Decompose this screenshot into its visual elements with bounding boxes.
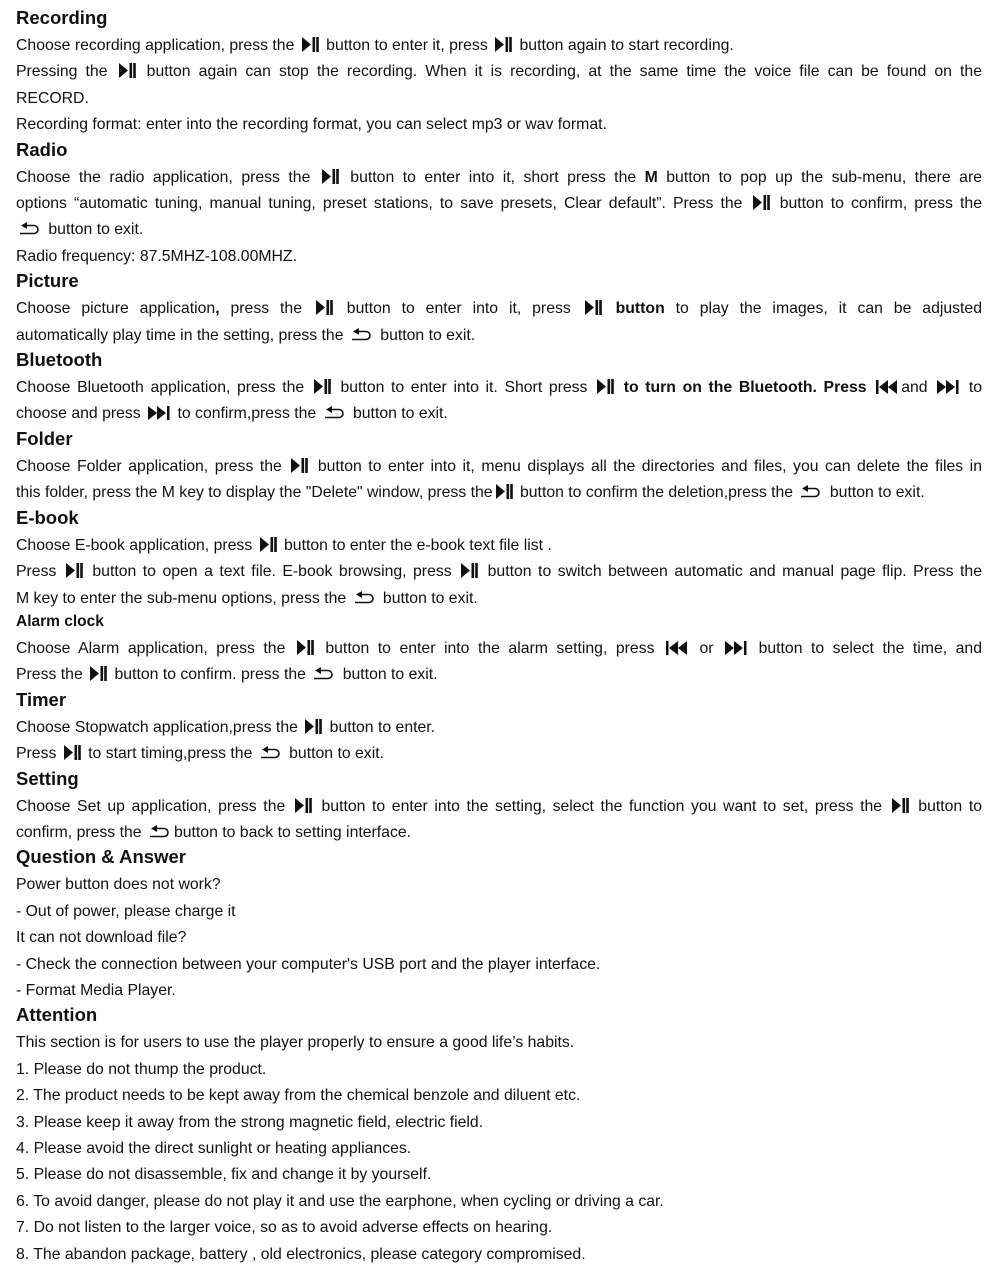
text-run: 8. The abandon package, battery , old electronics, please category compromised. — [16, 1245, 586, 1263]
text-run: button to exit. — [375, 326, 476, 344]
text-run: button to enter into the alarm setting, press — [316, 639, 663, 657]
text-line — [16, 741, 982, 767]
text-line — [16, 533, 982, 559]
text-run: Power button does not work? — [16, 876, 221, 894]
text-run: 1. Please do not thump the product. — [16, 1060, 267, 1078]
play-pause-icon — [495, 37, 512, 52]
text-run: button to enter it, press — [321, 37, 493, 54]
text-line — [16, 952, 982, 978]
text-run: button to exit. — [378, 589, 478, 607]
text-line — [16, 559, 982, 585]
text-run: 7. Do not listen to the larger voice, so as to avoid adverse effects on hearing. — [16, 1219, 553, 1237]
previous-track-icon — [876, 380, 898, 394]
bold-text: M — [644, 168, 658, 186]
bold-text: , — [215, 300, 220, 318]
text-line — [16, 86, 982, 112]
text-run: button to enter into it, menu displays all the directories and files, you can delete the files in — [311, 457, 982, 475]
text-run: Radio frequency: 87.5MHZ-108.00MHZ. — [16, 247, 297, 265]
text-run: - Format Media Player. — [16, 981, 176, 999]
text-run: button to exit. — [825, 484, 925, 502]
text-run: - Out of power, please charge it — [16, 902, 236, 920]
text-run: Choose Set up application, press the — [16, 797, 292, 815]
text-line — [16, 1083, 982, 1109]
back-arrow-icon — [800, 485, 822, 499]
text-run: choose and press — [16, 405, 146, 423]
text-run: Choose Bluetooth application, press the — [16, 379, 311, 397]
text-run: M key to enter the sub-menu options, press the — [16, 589, 351, 607]
back-arrow-icon — [313, 667, 335, 681]
next-track-icon — [725, 641, 747, 655]
text-line — [16, 191, 982, 217]
text-line — [16, 1110, 982, 1136]
next-track-icon — [937, 380, 959, 394]
text-run: button again can stop the recording. When it is recording, at the same time the voice file can be found on the — [138, 63, 983, 81]
back-arrow-icon — [260, 746, 282, 760]
text-run: 2. The product needs to be kept away from the chemical benzole and diluent etc. — [16, 1087, 581, 1105]
text-run: button to exit. — [348, 405, 448, 423]
play-pause-icon — [892, 798, 909, 813]
text-run: button to open a text file. E-book browsing, press — [85, 563, 459, 581]
section-heading: Alarm clock — [16, 612, 104, 630]
text-run: Choose Folder application, press the — [16, 457, 289, 475]
text-run: confirm, press the — [16, 823, 146, 841]
text-run: to confirm,press the — [173, 405, 321, 423]
text-line — [16, 401, 982, 427]
text-line — [16, 636, 982, 662]
text-line — [16, 925, 982, 951]
text-line — [16, 33, 982, 59]
text-run: 3. Please keep it away from the strong magnetic field, electric field. — [16, 1113, 484, 1131]
text-run — [617, 379, 624, 396]
text-run: It can not download file? — [16, 929, 187, 947]
text-line — [16, 1136, 982, 1162]
text-line — [16, 820, 982, 846]
text-run: button to confirm, press the — [772, 195, 982, 213]
text-run: button to — [911, 797, 982, 815]
play-pause-icon — [597, 379, 614, 394]
text-line — [16, 1030, 982, 1056]
text-run: button to back to setting interface. — [173, 823, 412, 841]
text-run: Choose recording application, press the — [16, 37, 299, 54]
bold-text: to turn on the Bluetooth. Press — [623, 379, 874, 397]
section-heading: Folder — [16, 427, 73, 449]
text-run: options “automatic tuning, manual tuning, preset stations, to save presets, Clear default”. Press the — [16, 195, 750, 213]
text-run: button to exit. — [44, 221, 144, 239]
text-run: Press — [16, 745, 61, 763]
text-run: button to enter into it, short press the — [341, 168, 645, 186]
text-line — [16, 1189, 982, 1215]
text-run: Press — [16, 563, 63, 581]
text-line — [16, 323, 982, 349]
section-heading: Bluetooth — [16, 349, 103, 371]
text-line — [16, 59, 982, 85]
text-line — [16, 375, 982, 401]
bold-text: button — [615, 300, 665, 318]
text-line — [16, 1215, 982, 1241]
text-run: Press the — [16, 666, 88, 684]
section-heading: Recording — [16, 7, 108, 28]
text-run: - Check the connection between your computer's USB port and the player interface. — [16, 955, 601, 973]
text-line — [16, 978, 982, 1004]
text-line — [16, 1242, 982, 1268]
play-pause-icon — [291, 458, 308, 473]
text-line — [16, 715, 982, 741]
text-run: to start timing,press the — [83, 745, 257, 763]
text-run: Choose E-book application, press — [16, 536, 257, 554]
text-line — [16, 217, 982, 243]
play-pause-icon — [119, 63, 136, 78]
text-run: button to enter into the setting, select the function you want to set, press the — [314, 797, 889, 815]
text-run — [605, 300, 616, 317]
text-line — [16, 872, 982, 898]
previous-track-icon — [666, 641, 688, 655]
text-run: RECORD. — [16, 89, 89, 107]
back-arrow-icon — [354, 591, 376, 605]
text-run: 5. Please do not disassemble, fix and change it by yourself. — [16, 1166, 432, 1184]
text-run: button to exit. — [284, 745, 384, 763]
text-run: Choose Alarm application, press the — [16, 639, 294, 657]
text-line — [16, 244, 982, 270]
back-arrow-icon — [324, 406, 346, 420]
text-run: button to exit. — [338, 666, 438, 684]
back-arrow-icon — [149, 825, 171, 839]
text-line — [16, 899, 982, 925]
play-pause-icon — [322, 169, 339, 184]
section-heading: Setting — [16, 767, 79, 789]
play-pause-icon — [305, 719, 322, 734]
text-run: Recording format: enter into the recording format, you can select mp3 or wav format. — [16, 116, 607, 134]
section-heading: Attention — [16, 1004, 98, 1026]
text-line — [16, 454, 982, 480]
text-run: button to enter into it, press — [335, 300, 582, 318]
text-run: Choose the radio application, press the — [16, 168, 319, 186]
text-run: or — [691, 639, 723, 657]
text-run: button to switch between automatic and manual page flip. Press the — [481, 563, 982, 581]
text-line — [16, 480, 982, 506]
section-heading: Picture — [16, 270, 79, 292]
text-run: to — [962, 379, 983, 397]
section-heading: Radio — [16, 138, 68, 160]
play-pause-icon — [496, 484, 513, 499]
text-line — [16, 296, 982, 322]
back-arrow-icon — [351, 328, 373, 342]
play-pause-icon — [585, 300, 602, 315]
text-line — [16, 794, 982, 820]
next-track-icon — [148, 406, 170, 420]
text-run: to play the images, it can be adjusted — [664, 300, 983, 318]
section-heading: Question & Answer — [16, 846, 186, 868]
text-run: button to confirm the deletion,press the — [515, 484, 798, 502]
play-pause-icon — [260, 537, 277, 552]
play-pause-icon — [461, 563, 478, 578]
text-run: button to confirm. press the — [110, 666, 311, 684]
text-line — [16, 112, 982, 138]
text-run: button to enter the e-book text file list . — [279, 536, 552, 554]
text-run: button to select the time, and — [750, 639, 982, 657]
text-run: Pressing the — [16, 63, 116, 81]
text-line — [16, 1057, 982, 1083]
text-line — [16, 586, 982, 612]
text-run: and — [901, 379, 935, 397]
play-pause-icon — [302, 37, 319, 52]
text-run: This section is for users to use the player properly to ensure a good life’s habits. — [16, 1034, 575, 1052]
section-heading: Timer — [16, 688, 67, 710]
text-run: press the — [219, 300, 313, 318]
text-run: 4. Please avoid the direct sunlight or heating appliances. — [16, 1140, 412, 1157]
text-run: Choose picture application — [16, 300, 216, 318]
text-line — [16, 165, 982, 191]
play-pause-icon — [753, 195, 770, 210]
section-heading: E-book — [16, 506, 79, 528]
text-run: button to pop up the sub-menu, there are — [657, 168, 982, 186]
play-pause-icon — [66, 563, 83, 578]
play-pause-icon — [295, 798, 312, 813]
play-pause-icon — [314, 379, 331, 394]
text-line — [16, 662, 982, 688]
text-run: button to enter into it. Short press — [333, 379, 595, 397]
text-run: automatically play time in the setting, press the — [16, 326, 348, 344]
text-run: this folder, press the M key to display the "Delete" window, press the — [16, 484, 493, 502]
text-run: 6. To avoid danger, please do not play it and use the earphone, when cycling or driving a car. — [16, 1192, 664, 1210]
text-line — [16, 1162, 982, 1188]
text-run: button again to start recording. — [515, 37, 734, 54]
play-pause-icon — [297, 640, 314, 655]
play-pause-icon — [316, 300, 333, 315]
back-arrow-icon — [19, 222, 41, 236]
text-run: button to enter. — [325, 718, 436, 736]
text-run: Choose Stopwatch application,press the — [16, 718, 303, 736]
play-pause-icon — [90, 666, 107, 681]
play-pause-icon — [64, 745, 81, 760]
